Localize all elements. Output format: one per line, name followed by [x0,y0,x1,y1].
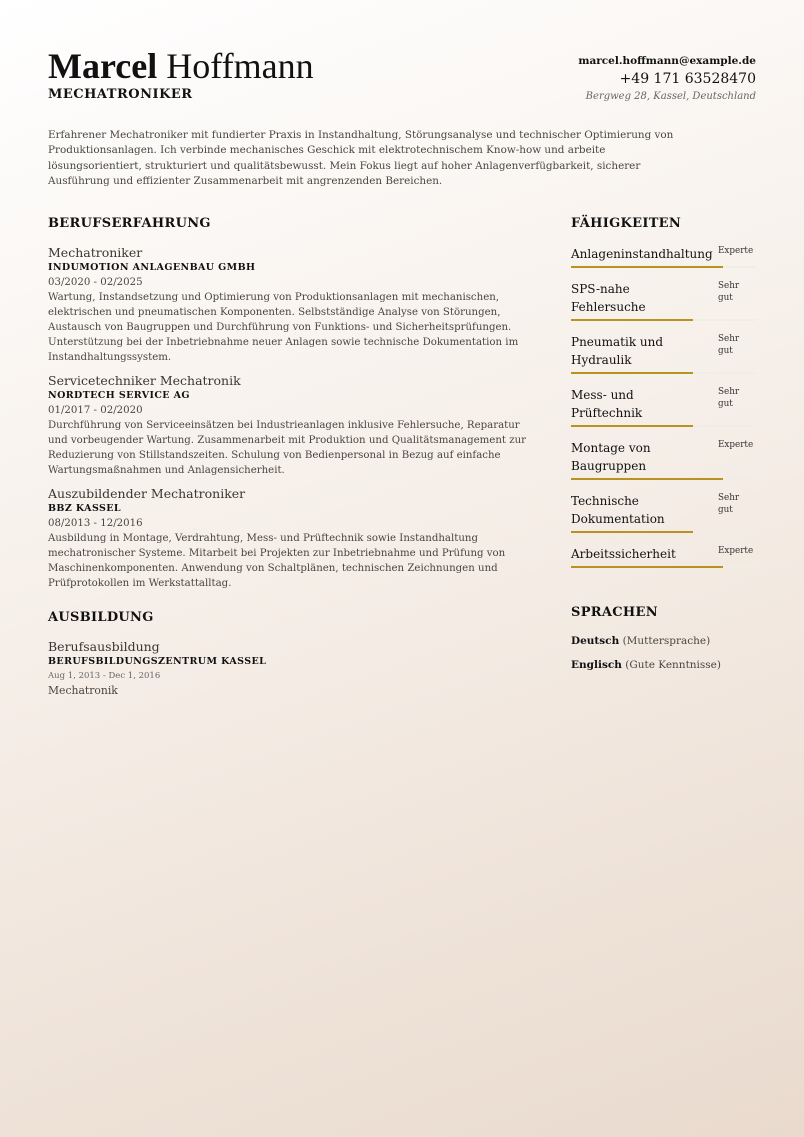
skill-bar-fill [571,425,693,427]
education-dates: Aug 1, 2013 - Dec 1, 2016 [48,671,161,681]
first-name: Marcel [48,46,158,86]
job-dates: 01/2017 - 02/2020 [48,405,143,416]
skill-bar-fill [571,266,723,268]
language-item [571,658,756,672]
skill-row [571,386,756,422]
education-school: BERUFSBILDUNGSZENTRUM KASSEL [48,656,267,667]
skill-level: Sehr gut [718,493,740,515]
skill-item [571,333,756,374]
skill-level: Experte [718,246,754,256]
skill-bar-fill [571,566,723,568]
skill-level: Experte [718,440,754,450]
skill-level: Sehr gut [718,334,740,356]
skill-bar-fill [571,478,723,480]
skill-row [571,245,756,263]
job-role: Mechatroniker [48,245,143,260]
resume-header [48,46,756,106]
address: Bergweg 28, Kassel, Deutschland [585,91,756,102]
skills-section [571,215,756,568]
skill-item [571,545,756,568]
skill-item [571,492,756,533]
skill-bar-fill [571,372,693,374]
skill-item [571,280,756,321]
job-entry [48,486,538,591]
skill-level: Sehr gut [718,281,740,303]
phone[interactable]: +49 171 63528470 [619,71,756,87]
education-field: Mechatronik [48,684,118,697]
right-column [571,215,756,682]
full-name [48,46,314,86]
skill-bar [571,425,756,427]
skill-bar [571,319,756,321]
skill-bar [571,531,756,533]
skill-name: Mess- und Prüftechnik [571,388,643,420]
job-entry [48,245,538,365]
language-name: Englisch [571,659,622,671]
skill-level: Sehr gut [718,387,740,409]
resume-page [48,0,756,1137]
skill-bar [571,372,756,374]
skill-row [571,439,756,475]
language-name: Deutsch [571,635,620,647]
skill-name: SPS-nahe Fehlersuche [571,282,646,314]
job-dates: 03/2020 - 02/2025 [48,277,143,288]
skill-row [571,333,756,369]
job-title: MECHATRONIKER [48,87,193,102]
job-description: Durchführung von Serviceeinsätzen bei Industrieanlagen inklusive Fehlersuche, Reparatur und vorbeugender Wartung. Zusammenarbeit mit Produktion und Qualitätsmanagement zur Reduzierung von Stillstandszeiten. Schulung von Bedienpersonal in Bezug auf einfache Wartungsmaßnahmen und Anlagensicherheit. [48,420,527,476]
skill-item [571,439,756,480]
language-item [571,634,756,648]
skill-name: Montage von Baugruppen [571,441,651,473]
job-company: BBZ KASSEL [48,503,121,514]
job-role: Auszubildender Mechatroniker [48,486,246,501]
skill-row [571,280,756,316]
skill-name: Arbeitssicherheit [571,547,676,561]
job-dates: 08/2013 - 12/2016 [48,518,143,529]
language-level: (Muttersprache) [622,635,711,647]
job-company: INDUMOTION ANLAGENBAU GMBH [48,262,256,273]
skill-bar [571,566,756,568]
left-column [48,215,538,698]
skill-bar-fill [571,319,693,321]
job-description: Ausbildung in Montage, Verdrahtung, Mess- und Prüftechnik sowie Instandhaltung mechatronischer Systeme. Mitarbeit bei Projekten zur Inbetriebnahme und Prüfung von Maschinenkomponenten. Anwendung von Schaltplänen, technischen Zeichnungen und Prüfprotokollen im Werkstattalltag. [48,533,506,589]
job-company: NORDTECH SERVICE AG [48,390,190,401]
contact-block [578,54,756,104]
job-role: Servicetechniker Mechatronik [48,373,241,388]
languages-section [571,604,756,672]
education-entry [48,639,538,698]
skills-title: FÄHIGKEITEN [571,216,682,231]
skill-row [571,545,756,563]
skill-level: Experte [718,546,754,556]
experience-section [48,215,538,591]
skill-name: Pneumatik und Hydraulik [571,335,664,367]
skill-bar [571,478,756,480]
email[interactable]: marcel.hoffmann@example.de [578,55,756,67]
profile-summary: Erfahrener Mechatroniker mit fundierter Praxis in Instandhaltung, Störungsanalyse und technischer Optimierung von Produktionsanlagen. Ich verbinde mechanisches Geschick mit elektrotechnischem Know-how und arbeite lösungsorientiert, strukturiert und qualitätsbewusst. Mein Fokus liegt auf hoher Anlagenverfügbarkeit, sicherer Ausführung und effizienter Zusammenarbeit mit angrenzenden Bereichen. [48,129,674,187]
experience-title: BERUFSERFAHRUNG [48,216,211,231]
skill-item [571,386,756,427]
job-description: Wartung, Instandsetzung und Optimierung von Produktionsanlagen mit mechanischen, elektrischen und pneumatischen Komponenten. Selbstständige Analyse von Störungen, Austausch von Baugruppen und Durchführung von Funktions- und Sicherheitsprüfungen. Unterstützung bei der Inbetriebnahme neuer Anlagen sowie technische Dokumentation im Instandhaltungssystem. [48,292,519,363]
skill-bar-fill [571,531,693,533]
skill-bar [571,266,756,268]
language-level: (Gute Kenntnisse) [625,659,721,671]
job-entry [48,373,538,478]
last-name: Hoffmann [166,46,314,86]
skill-name: Technische Dokumentation [571,494,665,526]
education-degree: Berufsausbildung [48,639,160,654]
languages-title: SPRACHEN [571,605,658,620]
skill-item [571,245,756,268]
education-section [48,609,538,698]
skill-row [571,492,756,528]
education-title: AUSBILDUNG [48,610,154,625]
skill-name: Anlageninstandhaltung [571,247,713,261]
